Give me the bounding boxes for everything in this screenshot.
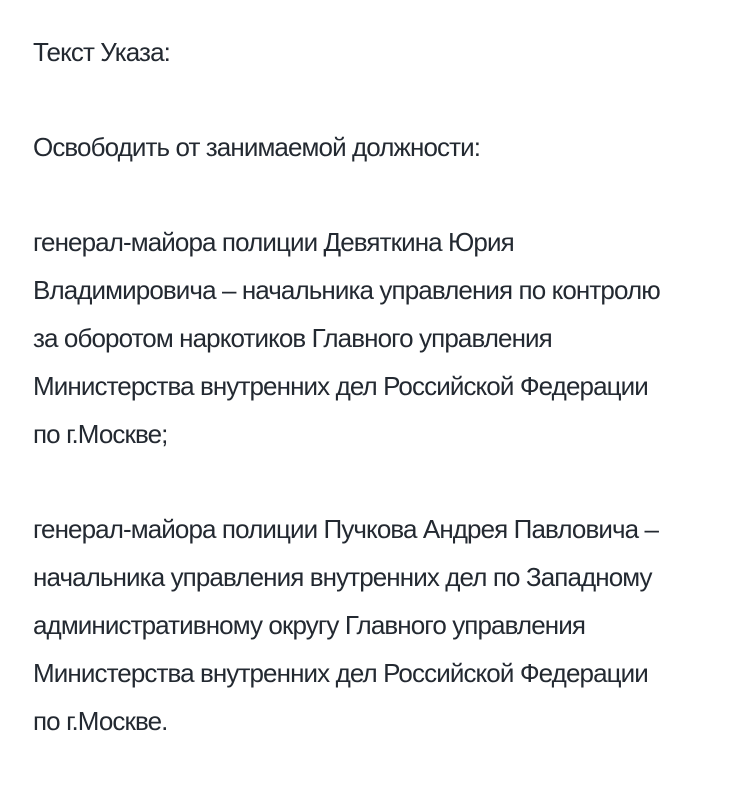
paragraph-spacer [33, 76, 748, 123]
paragraph-spacer [33, 171, 748, 218]
paragraph-line: начальника управления внутренних дел по Западному [33, 562, 652, 592]
paragraph-line: Владимировича – начальника управления по контролю [33, 275, 660, 305]
decree-document [33, 28, 748, 745]
paragraph-line: административному округу Главного управления [33, 610, 586, 640]
paragraph-line: Министерства внутренних дел Российской Федерации [33, 371, 648, 401]
paragraph-line: за оборотом наркотиков Главного управления [33, 323, 552, 353]
decree-paragraph-2 [33, 505, 748, 745]
paragraph-line: по г.Москве; [33, 419, 168, 449]
paragraph-line: генерал-майора полиции Пучкова Андрея Павловича – [33, 514, 659, 544]
paragraph-line: Министерства внутренних дел Российской Федерации [33, 658, 648, 688]
decree-heading: Текст Указа: [33, 37, 170, 67]
paragraph-line: генерал-майора полиции Девяткина Юрия [33, 227, 514, 257]
paragraph-spacer [33, 458, 748, 505]
paragraph-line: по г.Москве. [33, 706, 168, 736]
decree-paragraph-1 [33, 218, 748, 458]
decree-intro: Освободить от занимаемой должности: [33, 132, 481, 162]
